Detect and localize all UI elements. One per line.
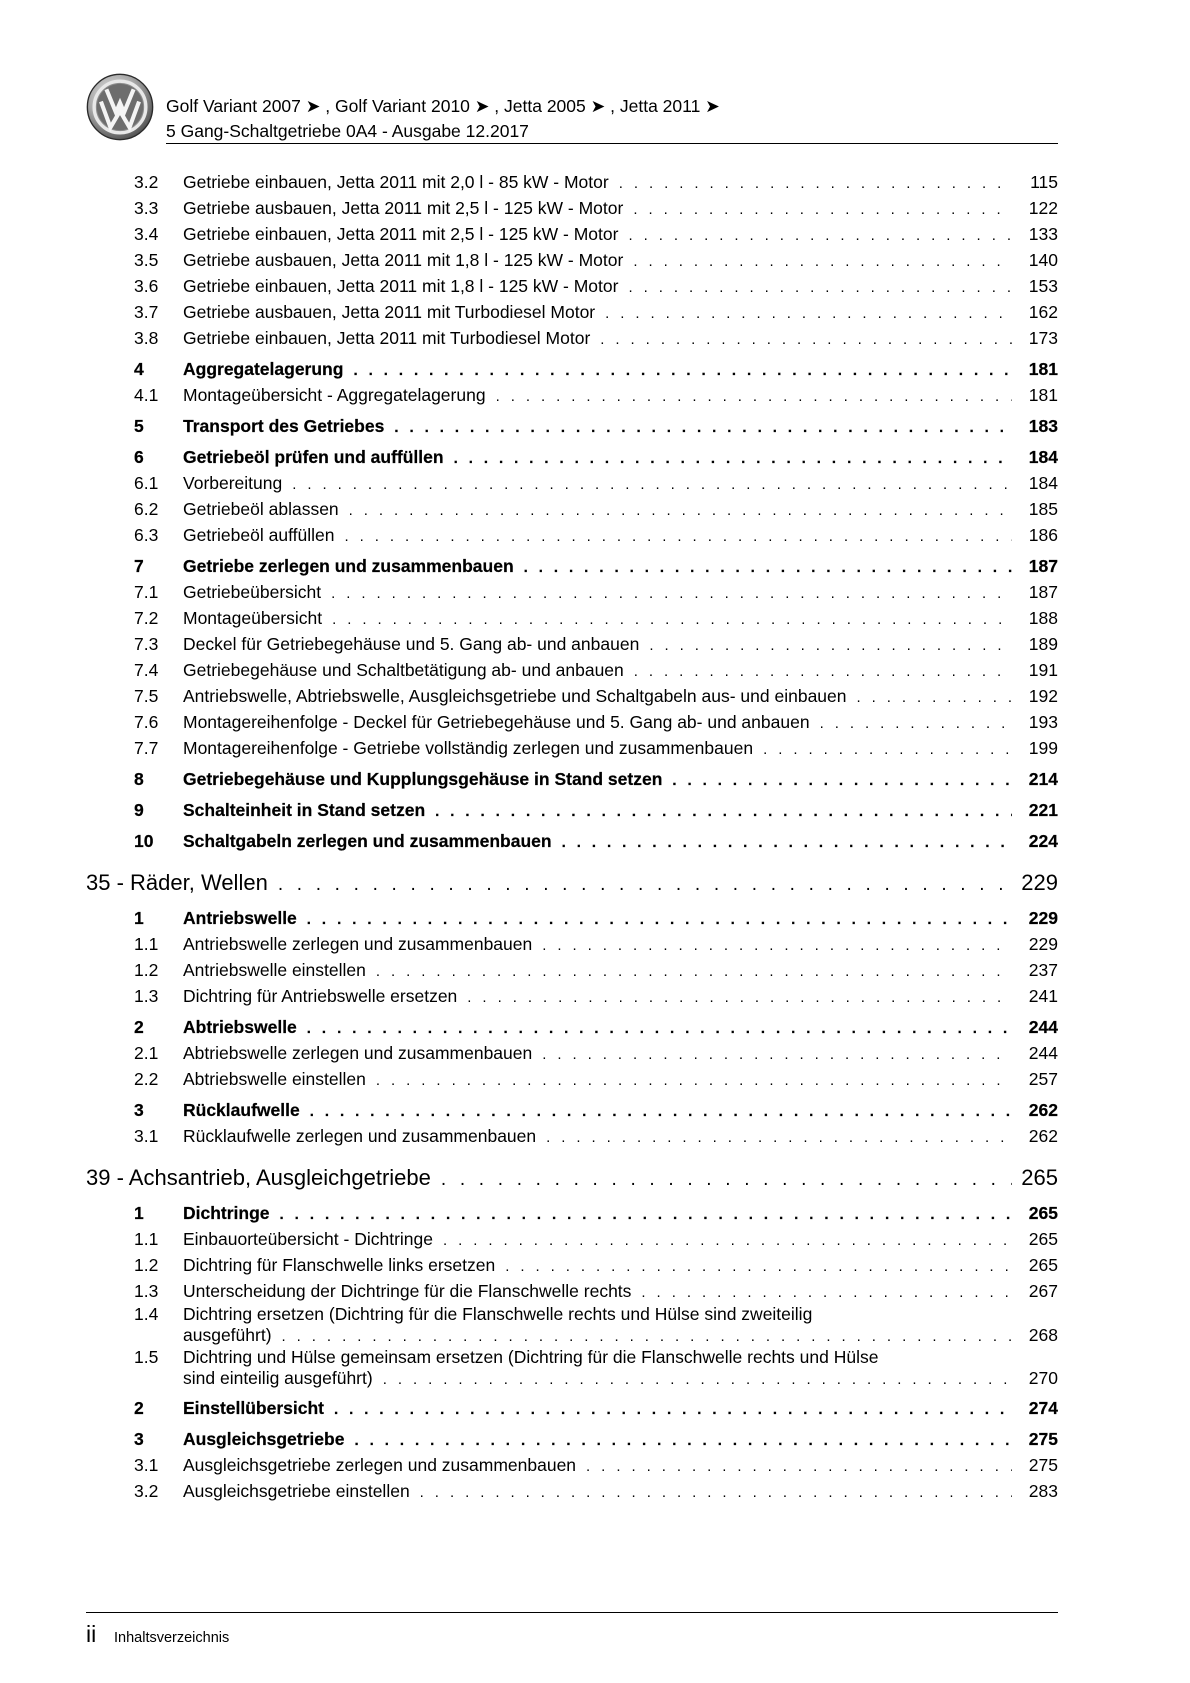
toc-leader-dots — [353, 358, 1012, 383]
toc-leader-dots — [633, 197, 1012, 222]
toc-title: Getriebe zerlegen und zusammenbauen — [183, 556, 514, 576]
toc-number: 1.5 — [134, 1347, 159, 1367]
toc-page-number: 140 — [1028, 250, 1058, 270]
toc-title: Abtriebswelle — [183, 1017, 297, 1037]
toc-leader-dots — [376, 959, 1012, 984]
toc-leader-dots — [600, 327, 1012, 352]
toc-leader-dots — [443, 1228, 1012, 1253]
toc-title-wrap — [183, 248, 1012, 274]
toc-chapter[interactable] — [86, 414, 1058, 440]
toc-title: 35 - Räder, Wellen — [86, 870, 268, 895]
toc-chapter[interactable] — [86, 767, 1058, 793]
toc-page-number: 173 — [1028, 328, 1058, 348]
toc-number: 3.2 — [134, 172, 159, 192]
toc-title: Antriebswelle zerlegen und zusammenbauen — [183, 934, 533, 954]
toc-leader-dots — [383, 1369, 1012, 1391]
toc-title-wrap — [183, 1305, 1012, 1348]
toc-entry[interactable] — [86, 1453, 1058, 1479]
toc-title-wrap — [183, 357, 1012, 383]
toc-number: 7.3 — [134, 634, 159, 654]
toc-title-wrap — [183, 274, 1012, 300]
toc-title: Ausgleichsgetriebe — [183, 1429, 345, 1449]
toc-title-wrap — [183, 606, 1012, 632]
toc-number: 3.4 — [134, 224, 159, 244]
toc-number: 3.1 — [134, 1126, 159, 1146]
toc-title-wrap — [183, 710, 1012, 736]
toc-title: Getriebe einbauen, Jetta 2011 mit 2,5 l - 125 kW - Motor — [183, 224, 619, 244]
toc-title-wrap — [183, 736, 1012, 762]
toc-entry[interactable] — [86, 658, 1058, 684]
toc-title-wrap — [183, 222, 1012, 248]
toc-page-number: 133 — [1028, 224, 1058, 244]
toc-title: Abtriebswelle zerlegen und zusammenbauen — [183, 1043, 533, 1063]
toc-entry[interactable] — [86, 632, 1058, 658]
toc-leader-dots — [278, 869, 1012, 901]
toc-leader-dots — [633, 249, 1012, 274]
toc-title-wrap — [183, 1041, 1012, 1067]
toc-title: Transport des Getriebes — [183, 416, 385, 436]
toc-title-wrap — [183, 829, 1012, 855]
toc-page-number: 275 — [1028, 1455, 1058, 1475]
toc-title-wrap — [183, 1253, 1012, 1279]
toc-leader-dots — [349, 498, 1012, 523]
toc-number: 3.2 — [134, 1481, 159, 1501]
toc-entry[interactable] — [86, 471, 1058, 497]
toc-entry[interactable] — [86, 326, 1058, 352]
toc-title: 39 - Achsantrieb, Ausgleichgetriebe — [86, 1165, 431, 1190]
toc-chapter[interactable] — [86, 829, 1058, 855]
toc-leader-dots — [542, 933, 1012, 958]
toc-number: 3.7 — [134, 302, 159, 322]
toc-title-wrap — [183, 798, 1012, 824]
toc-number: 1.2 — [134, 960, 159, 980]
toc-page-number: 199 — [1028, 738, 1058, 758]
toc-title: Schalteinheit in Stand setzen — [183, 800, 426, 820]
toc-number: 6.1 — [134, 473, 159, 493]
toc-title-wrap — [183, 1453, 1012, 1479]
toc-leader-dots — [562, 830, 1012, 855]
toc-page-number: 153 — [1028, 276, 1058, 296]
toc-title-wrap — [183, 1279, 1012, 1305]
toc-page-number: 244 — [1028, 1017, 1058, 1037]
toc-title-wrap — [183, 471, 1012, 497]
toc-page-number: 268 — [1028, 1325, 1058, 1345]
toc-number: 1.2 — [134, 1255, 159, 1275]
toc-title: Dichtring und Hülse gemeinsam ersetzen (Dichtring für die Flanschwelle rechts und Hülse — [183, 1347, 879, 1367]
toc-leader-dots — [546, 1125, 1012, 1150]
toc-leader-dots — [467, 985, 1012, 1010]
toc-page-number: 267 — [1028, 1281, 1058, 1301]
toc-title: Getriebegehäuse und Schaltbetätigung ab- und anbauen — [183, 660, 624, 680]
toc-title-wrap — [183, 632, 1012, 658]
toc-page-number: 229 — [1028, 908, 1058, 928]
toc-entry[interactable] — [86, 710, 1058, 736]
toc-title-continued: ausgeführt) — [183, 1325, 272, 1345]
toc-title-wrap — [183, 932, 1012, 958]
toc-title-wrap — [183, 658, 1012, 684]
toc-title-wrap — [183, 1067, 1012, 1093]
toc-title-wrap — [183, 300, 1012, 326]
toc-entry[interactable] — [86, 1305, 1058, 1348]
toc-page-number: 275 — [1028, 1429, 1058, 1449]
toc-leader-dots — [441, 1164, 1012, 1196]
toc-title-wrap — [183, 326, 1012, 352]
toc-leader-dots — [542, 1042, 1012, 1067]
toc-leader-dots — [619, 171, 1012, 196]
toc-page-number: 191 — [1028, 660, 1058, 680]
toc-page-number: 181 — [1028, 359, 1058, 379]
toc-chapter[interactable] — [86, 554, 1058, 580]
toc-entry[interactable] — [86, 1067, 1058, 1093]
toc-page-number: 115 — [1030, 172, 1058, 192]
toc-title-wrap — [183, 1098, 1012, 1124]
toc-entry[interactable] — [86, 274, 1058, 300]
toc-title-wrap — [183, 580, 1012, 606]
toc-leader-dots — [435, 799, 1012, 824]
toc-title-continued-wrap — [183, 1324, 1012, 1348]
toc-number: 1.4 — [134, 1304, 159, 1324]
toc-chapter[interactable] — [86, 445, 1058, 471]
toc-number: 3 — [134, 1429, 144, 1449]
toc-chapter[interactable] — [86, 1015, 1058, 1041]
toc-title-continued: sind einteilig ausgeführt) — [183, 1368, 373, 1388]
toc-chapter[interactable] — [86, 1098, 1058, 1124]
toc-entry[interactable] — [86, 958, 1058, 984]
toc-page-number: 122 — [1028, 198, 1058, 218]
toc-title: Ausgleichsgetriebe einstellen — [183, 1481, 410, 1501]
toc-title-wrap — [183, 497, 1012, 523]
toc-title: Einbauorteübersicht - Dichtringe — [183, 1229, 433, 1249]
toc-number: 3.5 — [134, 250, 159, 270]
toc-title: Rücklaufwelle — [183, 1100, 300, 1120]
toc-page-number: 185 — [1028, 499, 1058, 519]
toc-title-wrap — [183, 1427, 1012, 1453]
toc-entry[interactable] — [86, 222, 1058, 248]
toc-page-number: 265 — [1028, 1229, 1058, 1249]
toc-chapter[interactable] — [86, 1396, 1058, 1422]
toc-number: 8 — [134, 769, 144, 789]
toc-title-wrap — [183, 1201, 1012, 1227]
toc-number: 2.1 — [134, 1043, 159, 1063]
toc-leader-dots — [331, 581, 1012, 606]
toc-title-wrap — [86, 867, 1012, 901]
vw-logo-icon — [86, 73, 154, 141]
toc-number: 4.1 — [134, 385, 159, 405]
toc-leader-dots — [496, 384, 1012, 409]
toc-page-number: 229 — [1021, 870, 1058, 895]
toc-page-number: 241 — [1028, 986, 1058, 1006]
toc-entry[interactable] — [86, 300, 1058, 326]
toc-title-wrap — [183, 1348, 1012, 1391]
toc-title: Deckel für Getriebegehäuse und 5. Gang ab- und anbauen — [183, 634, 640, 654]
toc-number: 7.6 — [134, 712, 159, 732]
toc-page-number: 274 — [1028, 1398, 1058, 1418]
toc-number: 1 — [134, 1203, 144, 1223]
toc-entry[interactable] — [86, 383, 1058, 409]
toc-page-number: 162 — [1028, 302, 1058, 322]
toc-entry[interactable] — [86, 1124, 1058, 1150]
toc-title: Dichtring ersetzen (Dichtring für die Flanschwelle rechts und Hülse sind zweiteilig — [183, 1304, 813, 1324]
toc-title-wrap — [183, 1124, 1012, 1150]
toc-page-number: 221 — [1028, 800, 1058, 820]
toc-number: 5 — [134, 416, 144, 436]
toc-leader-dots — [857, 685, 1013, 710]
toc-title-wrap — [183, 1479, 1012, 1505]
toc-entry[interactable] — [86, 1279, 1058, 1305]
toc-number: 2 — [134, 1017, 144, 1037]
toc-number: 2.2 — [134, 1069, 159, 1089]
toc-entry[interactable] — [86, 736, 1058, 762]
toc-leader-dots — [641, 1280, 1012, 1305]
toc-page-number: 257 — [1028, 1069, 1058, 1089]
toc-leader-dots — [280, 1202, 1012, 1227]
toc-title: Getriebeöl prüfen und auffüllen — [183, 447, 444, 467]
toc-title-wrap — [183, 906, 1012, 932]
toc-page-number: 184 — [1028, 473, 1058, 493]
toc-number: 4 — [134, 359, 144, 379]
toc-entry[interactable] — [86, 932, 1058, 958]
toc-leader-dots — [394, 415, 1012, 440]
toc-chapter[interactable] — [86, 906, 1058, 932]
toc-title: Unterscheidung der Dichtringe für die Flanschwelle rechts — [183, 1281, 632, 1301]
toc-title: Montagereihenfolge - Getriebe vollständig zerlegen und zusammenbauen — [183, 738, 754, 758]
toc-title: Rücklaufwelle zerlegen und zusammenbauen — [183, 1126, 537, 1146]
footer-divider — [86, 1612, 1058, 1613]
toc-page-number: 262 — [1028, 1100, 1058, 1120]
toc-page-number: 183 — [1028, 416, 1058, 436]
toc-leader-dots — [420, 1480, 1012, 1505]
toc-section[interactable] — [86, 1162, 1058, 1196]
toc-title: Dichtring für Flanschwelle links ersetzen — [183, 1255, 496, 1275]
toc-title-wrap — [183, 1396, 1012, 1422]
toc-number: 1.1 — [134, 1229, 159, 1249]
toc-title: Getriebe einbauen, Jetta 2011 mit 1,8 l - 125 kW - Motor — [183, 276, 619, 296]
toc-page-number: 229 — [1028, 934, 1058, 954]
toc-leader-dots — [634, 659, 1012, 684]
toc-entry[interactable] — [86, 1227, 1058, 1253]
toc-title: Abtriebswelle einstellen — [183, 1069, 366, 1089]
toc-chapter[interactable] — [86, 1427, 1058, 1453]
toc-page-number: 270 — [1028, 1368, 1058, 1388]
toc-title: Getriebe einbauen, Jetta 2011 mit Turbodiesel Motor — [183, 328, 591, 348]
toc-title-wrap — [183, 445, 1012, 471]
toc-page-number: 181 — [1028, 385, 1058, 405]
toc-leader-dots — [344, 524, 1012, 549]
toc-entry[interactable] — [86, 523, 1058, 549]
toc-leader-dots — [334, 1397, 1012, 1422]
toc-number: 6.2 — [134, 499, 159, 519]
toc-title: Getriebeöl ablassen — [183, 499, 339, 519]
toc-number: 7 — [134, 556, 144, 576]
toc-leader-dots — [820, 711, 1012, 736]
toc-page-number: 189 — [1028, 634, 1058, 654]
toc-number: 7.7 — [134, 738, 159, 758]
toc-number: 2 — [134, 1398, 144, 1418]
toc-chapter[interactable] — [86, 798, 1058, 824]
toc-leader-dots — [292, 472, 1012, 497]
toc-page-number: 188 — [1028, 608, 1058, 628]
toc-page-number: 193 — [1028, 712, 1058, 732]
toc-entry[interactable] — [86, 196, 1058, 222]
toc-title: Antriebswelle, Abtriebswelle, Ausgleichsgetriebe und Schaltgabeln aus- und einbauen — [183, 686, 847, 706]
toc-title-wrap — [183, 1015, 1012, 1041]
toc-title-wrap — [183, 554, 1012, 580]
toc-title-wrap — [86, 1162, 1012, 1196]
toc-page-number: 187 — [1028, 556, 1058, 576]
toc-number: 10 — [134, 831, 154, 851]
toc-leader-dots — [672, 768, 1012, 793]
toc-title: Vorbereitung — [183, 473, 283, 493]
toc-title-wrap — [183, 170, 1012, 196]
header-manual-title: 5 Gang-Schaltgetriebe 0A4 - Ausgabe 12.2017 — [166, 121, 529, 141]
toc-page-number: 186 — [1028, 525, 1058, 545]
toc-leader-dots — [505, 1254, 1012, 1279]
footer-label: Inhaltsverzeichnis — [114, 1630, 230, 1646]
toc-title: Antriebswelle einstellen — [183, 960, 366, 980]
toc-leader-dots — [307, 907, 1012, 932]
toc-chapter[interactable] — [86, 1201, 1058, 1227]
toc-title-wrap — [183, 523, 1012, 549]
toc-leader-dots — [628, 223, 1012, 248]
toc-title-wrap — [183, 767, 1012, 793]
toc-title: Getriebe einbauen, Jetta 2011 mit 2,0 l - 85 kW - Motor — [183, 172, 609, 192]
toc-number: 3.1 — [134, 1455, 159, 1475]
toc-leader-dots — [649, 633, 1012, 658]
toc-number: 1.3 — [134, 1281, 159, 1301]
toc-number: 3.6 — [134, 276, 159, 296]
toc-chapter[interactable] — [86, 357, 1058, 383]
toc-title: Getriebeöl auffüllen — [183, 525, 335, 545]
toc-page-number: 184 — [1028, 447, 1058, 467]
toc-title: Schaltgabeln zerlegen und zusammenbauen — [183, 831, 552, 851]
toc-page-number: 192 — [1028, 686, 1058, 706]
toc-entry[interactable] — [86, 580, 1058, 606]
toc-entry[interactable] — [86, 497, 1058, 523]
toc-entry[interactable] — [86, 1479, 1058, 1505]
toc-page-number: 244 — [1028, 1043, 1058, 1063]
toc-leader-dots — [628, 275, 1012, 300]
toc-title: Montageübersicht - Aggregatelagerung — [183, 385, 486, 405]
toc-leader-dots — [354, 1428, 1012, 1453]
toc-entry[interactable] — [86, 684, 1058, 710]
toc-title: Dichtringe — [183, 1203, 270, 1223]
toc-title: Getriebe ausbauen, Jetta 2011 mit Turbodiesel Motor — [183, 302, 596, 322]
toc-title: Montagereihenfolge - Deckel für Getriebegehäuse und 5. Gang ab- und anbauen — [183, 712, 810, 732]
toc-number: 3.3 — [134, 198, 159, 218]
toc-number: 7.5 — [134, 686, 159, 706]
toc-entry[interactable] — [86, 1253, 1058, 1279]
toc-title-wrap — [183, 984, 1012, 1010]
toc-title: Ausgleichsgetriebe zerlegen und zusammenbauen — [183, 1455, 577, 1475]
toc-title: Dichtring für Antriebswelle ersetzen — [183, 986, 458, 1006]
toc-number: 7.1 — [134, 582, 159, 602]
toc-title: Getriebe ausbauen, Jetta 2011 mit 1,8 l - 125 kW - Motor — [183, 250, 624, 270]
toc-number: 6.3 — [134, 525, 159, 545]
header-vehicle-models: Golf Variant 2007 ➤ , Golf Variant 2010 ➤ , Jetta 2005 ➤ , Jetta 2011 ➤ — [166, 96, 720, 116]
toc-leader-dots — [310, 1099, 1012, 1124]
toc-number: 7.4 — [134, 660, 159, 680]
toc-entry[interactable] — [86, 984, 1058, 1010]
toc-page-number: 265 — [1028, 1203, 1058, 1223]
footer-page-number: ii — [86, 1621, 97, 1647]
toc-title: Getriebeübersicht — [183, 582, 322, 602]
toc-number: 6 — [134, 447, 144, 467]
toc-leader-dots — [282, 1326, 1012, 1348]
toc-leader-dots — [454, 446, 1012, 471]
toc-entry[interactable] — [86, 248, 1058, 274]
toc-page-number: 265 — [1021, 1165, 1058, 1190]
toc-title-wrap — [183, 414, 1012, 440]
toc-title: Getriebe ausbauen, Jetta 2011 mit 2,5 l - 125 kW - Motor — [183, 198, 624, 218]
toc-leader-dots — [763, 737, 1012, 762]
toc-leader-dots — [605, 301, 1012, 326]
toc-title: Getriebegehäuse und Kupplungsgehäuse in Stand setzen — [183, 769, 663, 789]
toc-number: 7.2 — [134, 608, 159, 628]
toc-title-wrap — [183, 383, 1012, 409]
toc-entry[interactable] — [86, 1348, 1058, 1391]
toc-leader-dots — [524, 555, 1012, 580]
toc-leader-dots — [586, 1454, 1012, 1479]
toc-number: 3 — [134, 1100, 144, 1120]
toc-number: 1.3 — [134, 986, 159, 1006]
toc-title: Einstellübersicht — [183, 1398, 325, 1418]
toc-page-number: 283 — [1028, 1481, 1058, 1501]
toc-page-number: 262 — [1028, 1126, 1058, 1146]
toc-title-wrap — [183, 196, 1012, 222]
toc-title-wrap — [183, 684, 1012, 710]
toc-leader-dots — [307, 1016, 1012, 1041]
toc-page-number: 224 — [1028, 831, 1058, 851]
toc-entry[interactable] — [86, 1041, 1058, 1067]
toc-title: Aggregatelagerung — [183, 359, 344, 379]
toc-number: 3.8 — [134, 328, 159, 348]
toc-number: 1.1 — [134, 934, 159, 954]
header-divider — [166, 143, 1058, 144]
toc-entry[interactable] — [86, 606, 1058, 632]
toc-page-number: 265 — [1028, 1255, 1058, 1275]
toc-title: Montageübersicht — [183, 608, 323, 628]
toc-title: Antriebswelle — [183, 908, 297, 928]
toc-section[interactable] — [86, 867, 1058, 901]
toc-title-continued-wrap — [183, 1367, 1012, 1391]
toc-title-wrap — [183, 1227, 1012, 1253]
toc-leader-dots — [332, 607, 1012, 632]
toc-title-wrap — [183, 958, 1012, 984]
toc-entry[interactable] — [86, 170, 1058, 196]
toc-number: 1 — [134, 908, 144, 928]
table-of-contents — [86, 170, 1058, 1505]
toc-page-number: 237 — [1028, 960, 1058, 980]
toc-leader-dots — [376, 1068, 1012, 1093]
toc-page-number: 214 — [1028, 769, 1058, 789]
toc-page-number: 187 — [1028, 582, 1058, 602]
toc-number: 9 — [134, 800, 144, 820]
